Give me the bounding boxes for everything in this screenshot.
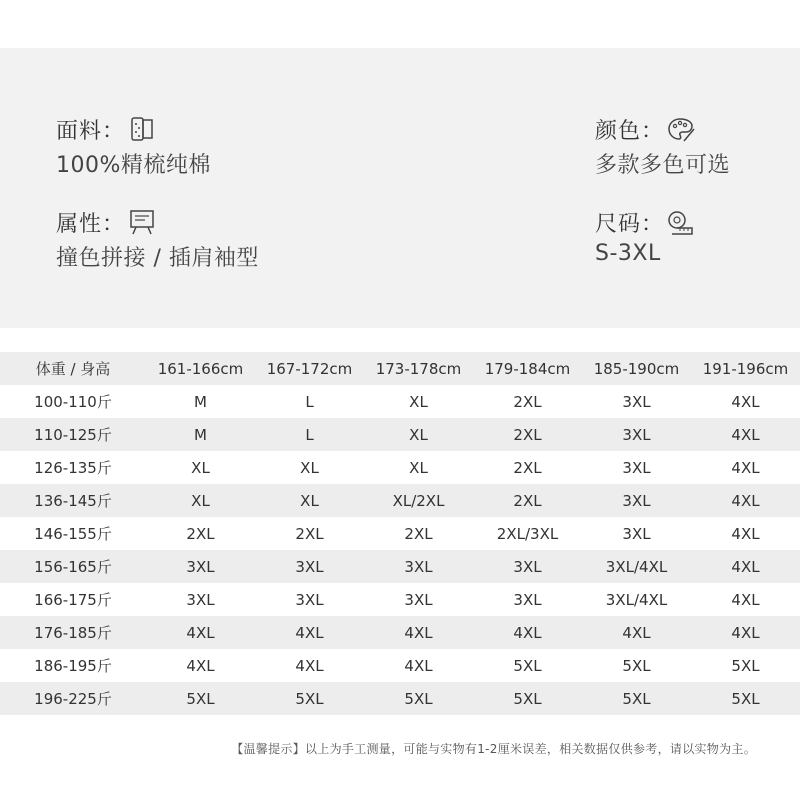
size-cell: 4XL: [295, 623, 324, 642]
table-row: [0, 451, 800, 484]
color-attribute: [595, 112, 730, 179]
product-info-panel: [0, 48, 800, 328]
size-cell: 4XL: [186, 623, 215, 642]
header-height-range: 167-172cm: [266, 359, 353, 378]
size-cell: 3XL: [622, 392, 651, 411]
size-cell: 5XL: [513, 656, 542, 675]
table-row: [0, 682, 800, 715]
size-attribute: [595, 205, 696, 266]
size-cell: 4XL: [513, 623, 542, 642]
color-value: 多款多色可选: [595, 153, 731, 178]
fabric-value: 100%精梳纯棉: [56, 153, 211, 178]
size-cell: 2XL: [513, 491, 542, 510]
size-cell: 4XL: [731, 524, 760, 543]
weight-range-cell: 166-175斤: [34, 591, 112, 609]
size-cell: 5XL: [295, 689, 324, 708]
table-row: [0, 616, 800, 649]
table-row: [0, 484, 800, 517]
fabric-roll-icon: [127, 114, 157, 144]
table-row: [0, 385, 800, 418]
table-row: [0, 517, 800, 550]
size-cell: XL: [191, 458, 210, 477]
size-cell: 5XL: [513, 689, 542, 708]
size-cell: 2XL: [513, 425, 542, 444]
size-cell: 4XL: [731, 623, 760, 642]
size-cell: M: [194, 425, 207, 444]
size-cell: 3XL: [186, 557, 215, 576]
style-value: 撞色拼接 / 插肩袖型: [56, 246, 259, 271]
size-cell: 5XL: [404, 689, 433, 708]
size-cell: 4XL: [731, 557, 760, 576]
size-cell: 3XL/4XL: [605, 590, 668, 609]
header-weight-height: 体重 / 身高: [35, 360, 111, 378]
size-cell: 4XL: [731, 458, 760, 477]
weight-range-cell: 136-145斤: [34, 492, 112, 510]
table-row: [0, 418, 800, 451]
weight-range-cell: 196-225斤: [34, 690, 112, 708]
header-height-range: 173-178cm: [375, 359, 462, 378]
size-cell: 2XL: [186, 524, 215, 543]
size-cell: 5XL: [186, 689, 215, 708]
palette-icon: [666, 114, 696, 144]
style-attribute: [56, 205, 259, 272]
size-table-header-row: [0, 352, 800, 385]
size-cell: 2XL: [404, 524, 433, 543]
size-cell: 4XL: [404, 656, 433, 675]
size-cell: 2XL/3XL: [496, 524, 559, 543]
size-cell: XL: [300, 491, 319, 510]
weight-range-cell: 156-165斤: [34, 558, 112, 576]
size-cell: 5XL: [622, 689, 651, 708]
header-height-range: 191-196cm: [702, 359, 789, 378]
size-table-body: [0, 385, 800, 715]
header-height-range: 185-190cm: [593, 359, 680, 378]
size-cell: 3XL: [295, 590, 324, 609]
size-value: S-3XL: [595, 241, 661, 266]
color-label: 颜色：: [595, 118, 665, 144]
style-label: 属性：: [56, 211, 126, 237]
size-cell: 3XL: [622, 425, 651, 444]
size-cell: 4XL: [186, 656, 215, 675]
table-row: [0, 550, 800, 583]
header-height-range: 161-166cm: [157, 359, 244, 378]
table-row: [0, 649, 800, 682]
size-cell: XL/2XL: [392, 491, 445, 510]
size-cell: L: [305, 425, 314, 444]
size-cell: XL: [300, 458, 319, 477]
fabric-label: 面料：: [56, 118, 126, 144]
size-cell: 3XL: [404, 590, 433, 609]
size-label: 尺码：: [595, 211, 665, 237]
weight-range-cell: 126-135斤: [34, 459, 112, 477]
weight-range-cell: 110-125斤: [34, 426, 112, 444]
size-cell: 5XL: [622, 656, 651, 675]
size-cell: 4XL: [622, 623, 651, 642]
header-height-range: 179-184cm: [484, 359, 571, 378]
size-cell: 2XL: [513, 392, 542, 411]
size-cell: XL: [409, 392, 428, 411]
size-cell: 5XL: [731, 689, 760, 708]
size-cell: 3XL: [513, 590, 542, 609]
size-cell: 3XL: [186, 590, 215, 609]
size-cell: 4XL: [404, 623, 433, 642]
size-cell: 3XL: [622, 458, 651, 477]
size-cell: 4XL: [731, 425, 760, 444]
size-cell: 3XL/4XL: [605, 557, 668, 576]
size-cell: XL: [191, 491, 210, 510]
size-chart-table: [0, 352, 800, 715]
size-cell: 3XL: [622, 524, 651, 543]
size-cell: L: [305, 392, 314, 411]
table-row: [0, 583, 800, 616]
measurement-tip: 【温馨提示】以上为手工测量，可能与实物有1-2厘米误差，相关数据仅供参考，请以实物为主。: [231, 742, 756, 756]
size-cell: 3XL: [404, 557, 433, 576]
size-cell: M: [194, 392, 207, 411]
size-cell: 4XL: [295, 656, 324, 675]
tape-measure-icon: [666, 207, 696, 237]
size-cell: 2XL: [295, 524, 324, 543]
weight-range-cell: 100-110斤: [34, 393, 112, 411]
weight-range-cell: 186-195斤: [34, 657, 112, 675]
size-cell: 4XL: [731, 392, 760, 411]
size-cell: 3XL: [622, 491, 651, 510]
size-cell: XL: [409, 458, 428, 477]
size-cell: XL: [409, 425, 428, 444]
easel-icon: [127, 207, 157, 237]
weight-range-cell: 176-185斤: [34, 624, 112, 642]
size-cell: 4XL: [731, 491, 760, 510]
weight-range-cell: 146-155斤: [34, 525, 112, 543]
size-cell: 2XL: [513, 458, 542, 477]
size-cell: 5XL: [731, 656, 760, 675]
size-cell: 4XL: [731, 590, 760, 609]
size-cell: 3XL: [513, 557, 542, 576]
size-cell: 3XL: [295, 557, 324, 576]
fabric-attribute: [56, 112, 211, 179]
